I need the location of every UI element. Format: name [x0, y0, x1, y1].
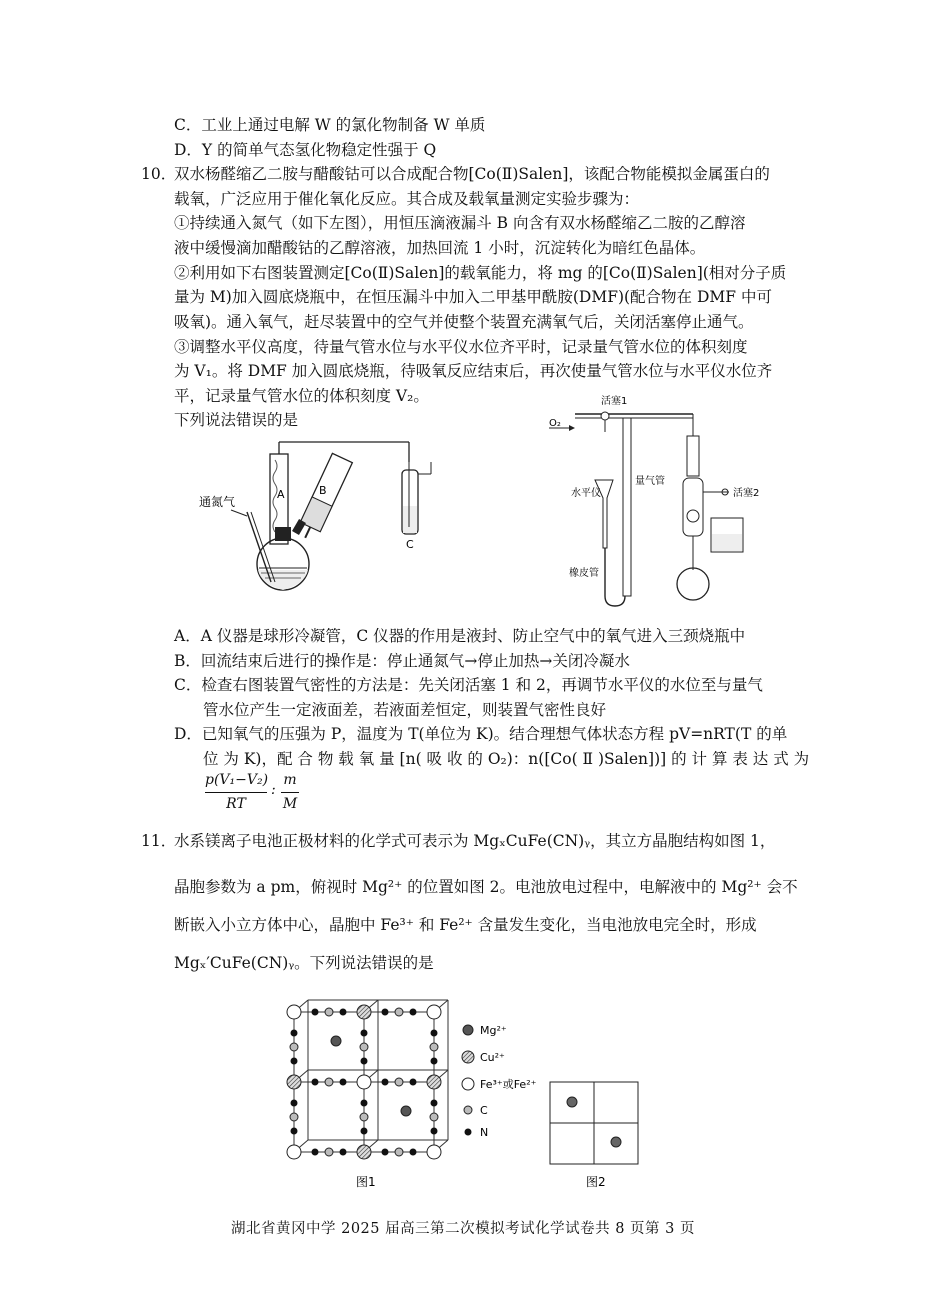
option-d: D．已知氧气的压强为 P，温度为 T(单位为 K)。结合理想气体状态方程 pV=nRT(T 的单	[174, 725, 788, 743]
nitrogen-atom	[382, 1079, 389, 1086]
formula2-numerator: m	[283, 772, 297, 788]
nitrogen-atom	[312, 1079, 319, 1086]
carbon-atom	[430, 1043, 438, 1051]
lattice-ion	[427, 1005, 441, 1019]
label-rubber-tube: 橡皮管	[569, 568, 599, 579]
nitrogen-atom	[340, 1079, 347, 1086]
carbon-atom	[430, 1113, 438, 1121]
lattice-ion	[427, 1075, 441, 1089]
legend-cu: Cu²⁺	[480, 1051, 505, 1064]
nitrogen-atom	[431, 1100, 438, 1107]
option-d-prev: D．Y 的简单气态氢化物稳定性强于 Q	[174, 141, 437, 159]
q10-stem-line: 下列说法错误的是	[174, 411, 299, 429]
nitrogen-atom	[410, 1079, 417, 1086]
nitrogen-atom	[361, 1058, 368, 1065]
crystal-cell-figure-1	[284, 994, 454, 1194]
q10-stem-line: 为 V₁。将 DMF 加入圆底烧瓶，待吸氧反应结束后，再次使量气管水位与水平仪水位齐	[174, 362, 773, 380]
nitrogen-atom	[291, 1128, 298, 1135]
option-d-continued: 位 为 K)，配 合 物 载 氧 量 [n( 吸 收 的 O₂)：n([Co( Ⅱ )Salen])] 的 计 算 表 达 式 为	[203, 750, 810, 768]
label-o2: O₂	[549, 418, 561, 429]
nitrogen-atom	[361, 1128, 368, 1135]
q11-stem-line: 晶胞参数为 a pm，俯视时 Mg²⁺ 的位置如图 2。电池放电过程中，电解液中的 Mg²⁺ 会不	[174, 878, 798, 896]
carbon-atom	[290, 1043, 298, 1051]
carbon-atom	[395, 1078, 403, 1086]
lattice-ion	[357, 1005, 371, 1019]
reflux-apparatus-figure	[195, 432, 455, 592]
nitrogen-atom	[291, 1058, 298, 1065]
formula-denominator: RT	[226, 796, 246, 812]
nitrogen-atom	[431, 1030, 438, 1037]
q10-stem-line: 平，记录量气管水位的体积刻度 V₂。	[174, 387, 429, 405]
nitrogen-atom	[431, 1058, 438, 1065]
q10-stem-line: 载氧，广泛应用于催化氧化反应。其合成及载氧量测定实验步骤为：	[174, 190, 640, 208]
label-burette: 量气管	[635, 476, 665, 487]
legend-n: N	[480, 1126, 489, 1139]
q10-stem-line: 量为 M)加入圆底烧瓶中，在恒压漏斗中加入二甲基甲酰胺(DMF)(配合物在 DMF 中可	[174, 288, 772, 306]
figure-2-caption: 图2	[586, 1175, 606, 1189]
carbon-atom	[395, 1008, 403, 1016]
lattice-ion	[287, 1075, 301, 1089]
option-c-prev: C．工业上通过电解 W 的氯化物制备 W 单质	[174, 116, 486, 134]
nitrogen-atom	[382, 1009, 389, 1016]
label-level-vessel: 水平仪	[571, 488, 601, 499]
nitrogen-atom	[312, 1009, 319, 1016]
formula2-denominator: M	[282, 796, 298, 812]
nitrogen-atom	[312, 1149, 319, 1156]
nitrogen-atom	[340, 1149, 347, 1156]
q10-stem-line: 液中缓慢滴加醋酸钴的乙醇溶液，加热回流 1 小时，沉淀转化为暗红色晶体。	[174, 239, 706, 257]
mg-ion	[331, 1036, 341, 1046]
label-valve-1: 活塞1	[601, 396, 628, 407]
option-c: C．检查右图装置气密性的方法是：先关闭活塞 1 和 2，再调节水平仪的水位至与量气	[174, 676, 763, 694]
lattice-ion	[287, 1145, 301, 1159]
lattice-ion	[287, 1005, 301, 1019]
label-c: C	[406, 538, 414, 551]
legend-fe: Fe³⁺或Fe²⁺	[480, 1078, 537, 1091]
page-footer: 湖北省黄冈中学 2025 届高三第二次模拟考试化学试卷共 8 页第 3 页	[230, 1221, 695, 1237]
lattice-ion	[427, 1145, 441, 1159]
carbon-atom	[360, 1043, 368, 1051]
q10-stem-line: ①持续通入氮气（如下左图），用恒压滴液漏斗 B 向含有双水杨醛缩乙二胺的乙醇溶	[174, 214, 746, 232]
lattice-ion	[357, 1145, 371, 1159]
q11-stem-line: 水系镁离子电池正极材料的化学式可表示为 MgₓCuFe(CN)ᵧ，其立方晶胞结构如图 1，	[174, 832, 776, 850]
nitrogen-atom	[361, 1100, 368, 1107]
q11-stem-line: 断嵌入小立方体中心，晶胞中 Fe³⁺ 和 Fe²⁺ 含量发生变化，当电池放电完全时，形成	[174, 916, 757, 934]
label-a: A	[277, 488, 285, 501]
carbon-atom	[325, 1148, 333, 1156]
oxygen-uptake-apparatus-figure	[545, 388, 775, 613]
carbon-atom	[395, 1148, 403, 1156]
nitrogen-atom	[431, 1128, 438, 1135]
carbon-atom	[325, 1078, 333, 1086]
formula-ratio-sign: :	[271, 782, 276, 798]
legend-mg: Mg²⁺	[480, 1024, 507, 1037]
lattice-ion	[357, 1075, 371, 1089]
q11-stem-line: Mgₓ′CuFe(CN)ᵧ。下列说法错误的是	[174, 954, 434, 972]
question-11-number: 11．	[141, 832, 177, 850]
option-a: A．A 仪器是球形冷凝管，C 仪器的作用是液封、防止空气中的氧气进入三颈烧瓶中	[174, 627, 746, 645]
nitrogen-atom	[291, 1100, 298, 1107]
nitrogen-atom	[340, 1009, 347, 1016]
carbon-atom	[360, 1113, 368, 1121]
nitrogen-atom	[410, 1009, 417, 1016]
q10-stem-line: 吸氧)。通入氧气，赶尽装置中的空气并使整个装置充满氧气后，关闭活塞停止通气。	[174, 313, 754, 331]
carbon-atom	[325, 1008, 333, 1016]
nitrogen-atom	[410, 1149, 417, 1156]
legend-c: C	[480, 1104, 488, 1117]
label-valve-2: 活塞2	[733, 488, 760, 499]
nitrogen-atom	[382, 1149, 389, 1156]
figure-1-caption: 图1	[356, 1175, 376, 1189]
option-c-continued: 管水位产生一定液面差，若液面差恒定，则装置气密性良好	[203, 701, 607, 719]
nitrogen-atom	[291, 1030, 298, 1037]
mg-ion-top-view	[611, 1137, 621, 1147]
label-nitrogen-inlet: 通氮气	[199, 495, 236, 509]
crystal-top-view-figure-2	[548, 1080, 643, 1195]
label-b: B	[319, 484, 327, 497]
option-b: B．回流结束后进行的操作是：停止通氮气→停止加热→关闭冷凝水	[174, 652, 630, 670]
mg-ion-top-view	[567, 1097, 577, 1107]
q10-stem-line: ②利用如下右图装置测定[Co(Ⅱ)Salen]的载氧能力，将 mg 的[Co(Ⅱ)Salen](相对分子质	[174, 264, 787, 282]
mg-ion	[401, 1106, 411, 1116]
nitrogen-atom	[361, 1030, 368, 1037]
carbon-atom	[290, 1113, 298, 1121]
question-10-number: 10．	[141, 165, 177, 183]
q10-stem-line: 双水杨醛缩乙二胺与醋酸钴可以合成配合物[Co(Ⅱ)Salen]，该配合物能模拟金属蛋白的	[174, 165, 770, 183]
formula-numerator: p(V₁−V₂)	[205, 772, 269, 788]
q10-stem-line: ③调整水平仪高度，待量气管水位与水平仪水位齐平时，记录量气管水位的体积刻度	[174, 338, 748, 356]
